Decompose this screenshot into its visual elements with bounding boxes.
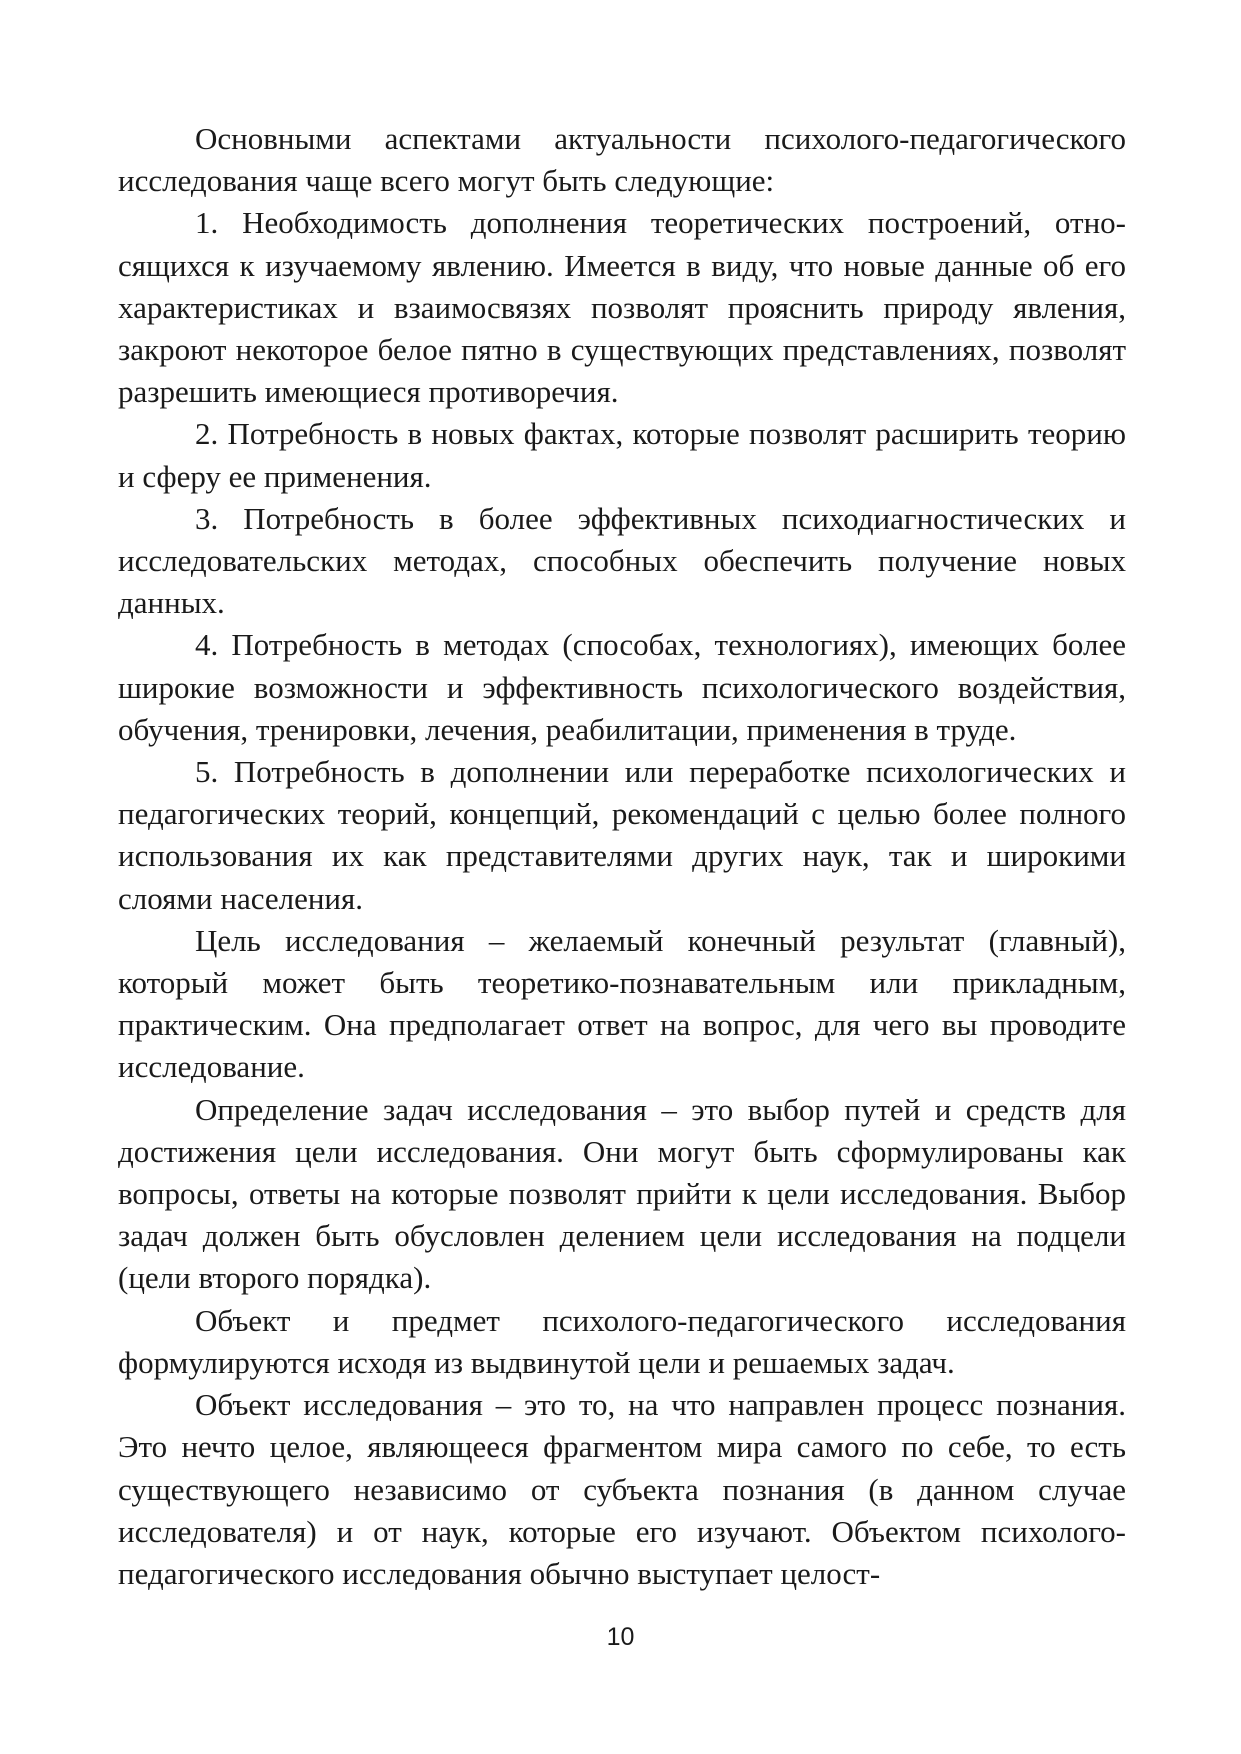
paragraph-object-definition: Объект исследования – это то, на что направлен процесс познания. Это нечто целое, являющееся фрагментом мира самого по себе, то есть существующего независимо от субъекта познания (в данном случае исследователя) и от наук, которые его изучают. Объектом психолого-педагогического исследования обычно выступает целост- xyxy=(118,1387,1126,1591)
page-number: 10 xyxy=(606,1623,635,1651)
paragraph-item-5: 5. Потребность в дополнении или переработке психологических и педагогических теорий, концепций, рекомендаций с целью более полного использования их как представителями других наук, так и широкими слоями населения. xyxy=(118,754,1126,916)
paragraph-intro: Основными аспектами актуальности психолого-педагогического исследования чаще всего могут быть следующие: xyxy=(118,121,1126,199)
paragraph-item-1: 1. Необходимость дополнения теоретических построений, относящихся к изучаемому явлению. Имеется в виду, что новые данные об его характеристиках и взаимосвязях позволят прояснить природу явления, закроют некоторое белое пятно в существующих представлениях, позволят разрешить имеющиеся противоречия. xyxy=(118,205,1126,410)
paragraph-item-2: 2. Потребность в новых фактах, которые позволят расширить теорию и сферу ее применения. xyxy=(118,416,1126,494)
paragraph-tasks: Определение задач исследования – это выбор путей и средств для достижения цели исследования. Они могут быть сформулированы как вопросы, ответы на которые позволят прийти к цели исследования. Выбор задач должен быть обусловлен делением цели исследования на подцели (цели второго порядка). xyxy=(118,1091,1126,1296)
paragraph-goal: Цель исследования – желаемый конечный результат (главный), который может быть теоретико-познавательным или прикладным, практическим. Она предполагает ответ на вопрос, для чего вы проводите исследование. xyxy=(118,922,1126,1085)
paragraph-item-3: 3. Потребность в более эффективных психодиагностических и исследовательских методах, способных обеспечить получение новых данных. xyxy=(118,500,1126,621)
paragraph-object-subject: Объект и предмет психолого-педагогического исследования формулируются исходя из выдвинутой цели и решаемых задач. xyxy=(118,1302,1126,1380)
paragraph-item-4: 4. Потребность в методах (способах, технологиях), имеющих более широкие возможности и эффективность психологического воздействия, обучения, тренировки, лечения, реабилитации, применения в труде. xyxy=(118,627,1126,747)
body-text xyxy=(118,118,1126,1595)
